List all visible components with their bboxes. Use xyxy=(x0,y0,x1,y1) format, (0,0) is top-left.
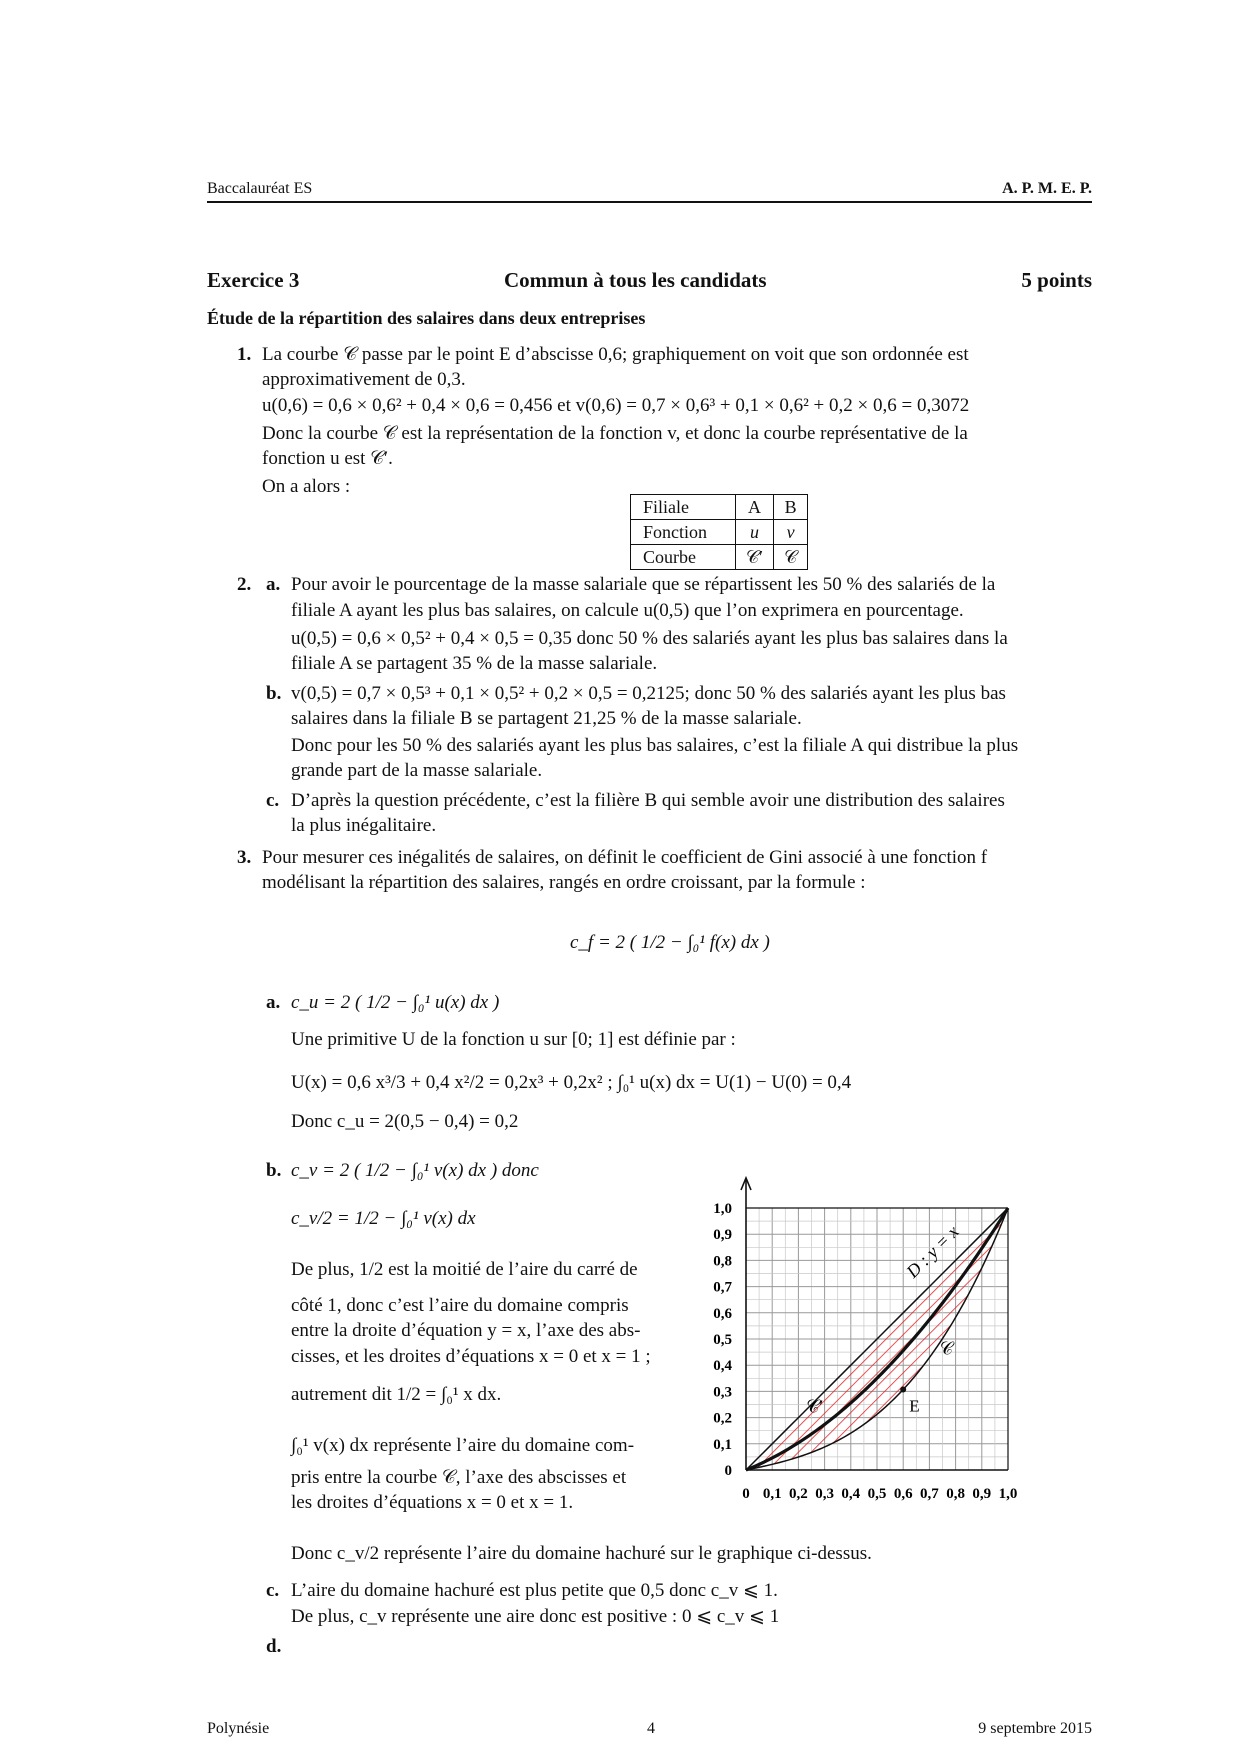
q3-b-line7: pris entre la courbe 𝒞, l’axe des abscisses et xyxy=(291,1467,627,1488)
x-tick-label: 0 xyxy=(742,1486,750,1502)
point-e xyxy=(900,1387,906,1393)
q2-a-line3: u(0,5) = 0,6 × 0,5² + 0,4 × 0,5 = 0,35 donc 50 % des salariés ayant les plus bas salaires dans la xyxy=(291,628,1008,649)
x-tick-label: 0,6 xyxy=(893,1486,913,1502)
x-tick-label: 0,2 xyxy=(789,1486,808,1502)
table-cell: A xyxy=(736,495,774,520)
y-tick-label: 0,1 xyxy=(713,1436,732,1453)
exercise-title: Exercice 3 xyxy=(207,268,300,292)
exercise-subtitle: Étude de la répartition des salaires dans deux entreprises xyxy=(207,308,646,328)
q3-number: 3. xyxy=(237,847,252,868)
x-tick-label: 0,5 xyxy=(867,1486,887,1502)
table-cell: u xyxy=(736,520,774,545)
x-tick-label: 0,3 xyxy=(815,1486,834,1502)
y-tick-label: 0,7 xyxy=(713,1279,732,1296)
footer-left: Polynésie xyxy=(207,1720,270,1737)
table-row xyxy=(631,545,808,570)
q3-b-line5: autrement dit 1/2 = ∫₀¹ x dx. xyxy=(291,1384,502,1405)
q2-c-label: c. xyxy=(266,790,280,811)
header-left: Baccalauréat ES xyxy=(207,180,313,197)
y-tick-label: 0,6 xyxy=(713,1305,732,1322)
q1-line6: On a alors : xyxy=(262,476,351,497)
q3-b-line9: Donc c_v/2 représente l’aire du domaine hachuré sur le graphique ci-dessus. xyxy=(291,1543,872,1564)
q3-a-line3: Donc c_u = 2(0,5 − 0,4) = 0,2 xyxy=(291,1111,519,1132)
axes xyxy=(741,1178,1008,1470)
table-cell: Courbe xyxy=(631,545,736,570)
q1-line4: Donc la courbe 𝒞 est la représentation de la fonction v, et donc la courbe représentative de la xyxy=(262,423,968,444)
q2-b-line4: grande part de la masse salariale. xyxy=(291,760,543,781)
q3-b-line4: cisses, et les droites d’équations x = 0 et x = 1 ; xyxy=(291,1346,651,1367)
q3-intro-line1: Pour mesurer ces inégalités de salaires, on définit le coefficient de Gini associé à une fonction f xyxy=(262,847,988,868)
q1-line5: fonction u est 𝒞′. xyxy=(262,448,393,469)
x-tick-label: 0,7 xyxy=(920,1486,939,1502)
q2-b-line1: v(0,5) = 0,7 × 0,5³ + 0,1 × 0,5² + 0,2 × 0,5 = 0,2125; donc 50 % des salariés ayant les plus bas xyxy=(291,683,1006,704)
filiale-table xyxy=(630,494,808,570)
header-rule xyxy=(207,201,1092,203)
footer-page-number: 4 xyxy=(647,1720,655,1737)
gini-formula: c_f = 2 ( 1/2 − ∫₀¹ f(x) dx ) xyxy=(570,932,770,953)
q2-a-line1: Pour avoir le pourcentage de la masse salariale que se répartissent les 50 % des salariés de la xyxy=(291,574,996,595)
y-tick-label: 0,9 xyxy=(713,1227,732,1244)
footer-right: 9 septembre 2015 xyxy=(978,1720,1092,1737)
point-e-label: E xyxy=(909,1396,920,1416)
series-label-c: 𝒞 xyxy=(939,1338,954,1359)
q3-b-line2: côté 1, donc c’est l’aire du domaine compris xyxy=(291,1295,629,1316)
header-right: A. P. M. E. P. xyxy=(1002,180,1092,197)
q3-b-formula2: c_v/2 = 1/2 − ∫₀¹ v(x) dx xyxy=(291,1208,476,1229)
q3-b-line1: De plus, 1/2 est la moitié de l’aire du carré de xyxy=(291,1259,638,1280)
y-tick-label: 1,0 xyxy=(713,1201,732,1217)
q2-number: 2. xyxy=(237,574,252,595)
table-row xyxy=(631,495,808,520)
series-label-d: D : y = x xyxy=(902,1221,963,1282)
x-tick-label: 0,9 xyxy=(972,1486,992,1502)
q3-a-label: a. xyxy=(266,992,281,1013)
q1-number: 1. xyxy=(237,344,252,365)
q3-b-formula: c_v = 2 ( 1/2 − ∫₀¹ v(x) dx ) donc xyxy=(291,1160,539,1181)
table-cell: 𝒞′ xyxy=(736,545,774,570)
q2-c-line1: D’après la question précédente, c’est la filière B qui semble avoir une distribution des salaires xyxy=(291,790,1005,811)
q2-b-line2: salaires dans la filiale B se partagent 21,25 % de la masse salariale. xyxy=(291,708,802,729)
gini-chart xyxy=(690,1140,1070,1520)
q2-a-line2: filiale A ayant les plus bas salaires, on calcule u(0,5) que l’on exprimera en pourcentage. xyxy=(291,600,964,621)
exercise-subject: Commun à tous les candidats xyxy=(504,268,767,292)
series-label-c-prime: 𝒞′ xyxy=(806,1396,824,1417)
q3-c-line1: L’aire du domaine hachuré est plus petite que 0,5 donc c_v ⩽ 1. xyxy=(291,1580,778,1601)
exercise-points: 5 points xyxy=(1021,268,1092,292)
table-cell: Filiale xyxy=(631,495,736,520)
y-tick-label: 0,3 xyxy=(713,1384,732,1401)
q1-line3: u(0,6) = 0,6 × 0,6² + 0,4 × 0,6 = 0,456 et v(0,6) = 0,7 × 0,6³ + 0,1 × 0,6² + 0,2 × 0,6 = 0,3072 xyxy=(262,395,970,416)
q3-a-formula: c_u = 2 ( 1/2 − ∫₀¹ u(x) dx ) xyxy=(291,992,500,1013)
y-tick-label: 0,4 xyxy=(713,1358,732,1375)
table-cell: v xyxy=(774,520,808,545)
x-tick-label: 0,1 xyxy=(762,1486,782,1502)
q2-a-line4: filiale A se partagent 35 % de la masse salariale. xyxy=(291,653,658,674)
x-tick-label: 0,4 xyxy=(841,1486,861,1502)
q3-intro-line2: modélisant la répartition des salaires, rangés en ordre croissant, par la formule : xyxy=(262,872,866,893)
q3-a-line2: U(x) = 0,6 x³/3 + 0,4 x²/2 = 0,2x³ + 0,2x² ; ∫₀¹ u(x) dx = U(1) − U(0) = 0,4 xyxy=(291,1072,852,1093)
q2-a-label: a. xyxy=(266,574,281,595)
q3-b-line3: entre la droite d’équation y = x, l’axe des abs- xyxy=(291,1320,641,1341)
q3-b-label: b. xyxy=(266,1160,282,1181)
table-cell: B xyxy=(774,495,808,520)
q2-b-line3: Donc pour les 50 % des salariés ayant les plus bas salaires, c’est la filiale A qui distribue la plus xyxy=(291,735,1019,756)
y-tick-label: 0,5 xyxy=(713,1332,732,1348)
q2-c-line2: la plus inégalitaire. xyxy=(291,815,437,836)
y-tick-label: 0,2 xyxy=(713,1410,732,1427)
y-tick-label: 0,8 xyxy=(713,1253,732,1270)
q2-b-label: b. xyxy=(266,683,282,704)
x-tick-label: 0,8 xyxy=(946,1486,965,1502)
q3-a-line1: Une primitive U de la fonction u sur [0; 1] est définie par : xyxy=(291,1029,736,1050)
q1-line1: La courbe 𝒞 passe par le point E d’abscisse 0,6; graphiquement on voit que son ordonnée est xyxy=(262,344,969,365)
q3-d-label: d. xyxy=(266,1636,282,1657)
q1-line2: approximativement de 0,3. xyxy=(262,369,466,390)
q3-b-line8: les droites d’équations x = 0 et x = 1. xyxy=(291,1492,574,1513)
x-tick-label: 1,0 xyxy=(998,1486,1018,1502)
q3-b-line6: ∫₀¹ v(x) dx représente l’aire du domaine com- xyxy=(291,1435,635,1456)
q3-c-label: c. xyxy=(266,1580,280,1601)
q3-c-line2: De plus, c_v représente une aire donc est positive : 0 ⩽ c_v ⩽ 1 xyxy=(291,1606,780,1627)
table-cell: 𝒞 xyxy=(774,545,808,570)
table-row xyxy=(631,520,808,545)
table-cell: Fonction xyxy=(631,520,736,545)
y-tick-label: 0 xyxy=(724,1463,732,1479)
